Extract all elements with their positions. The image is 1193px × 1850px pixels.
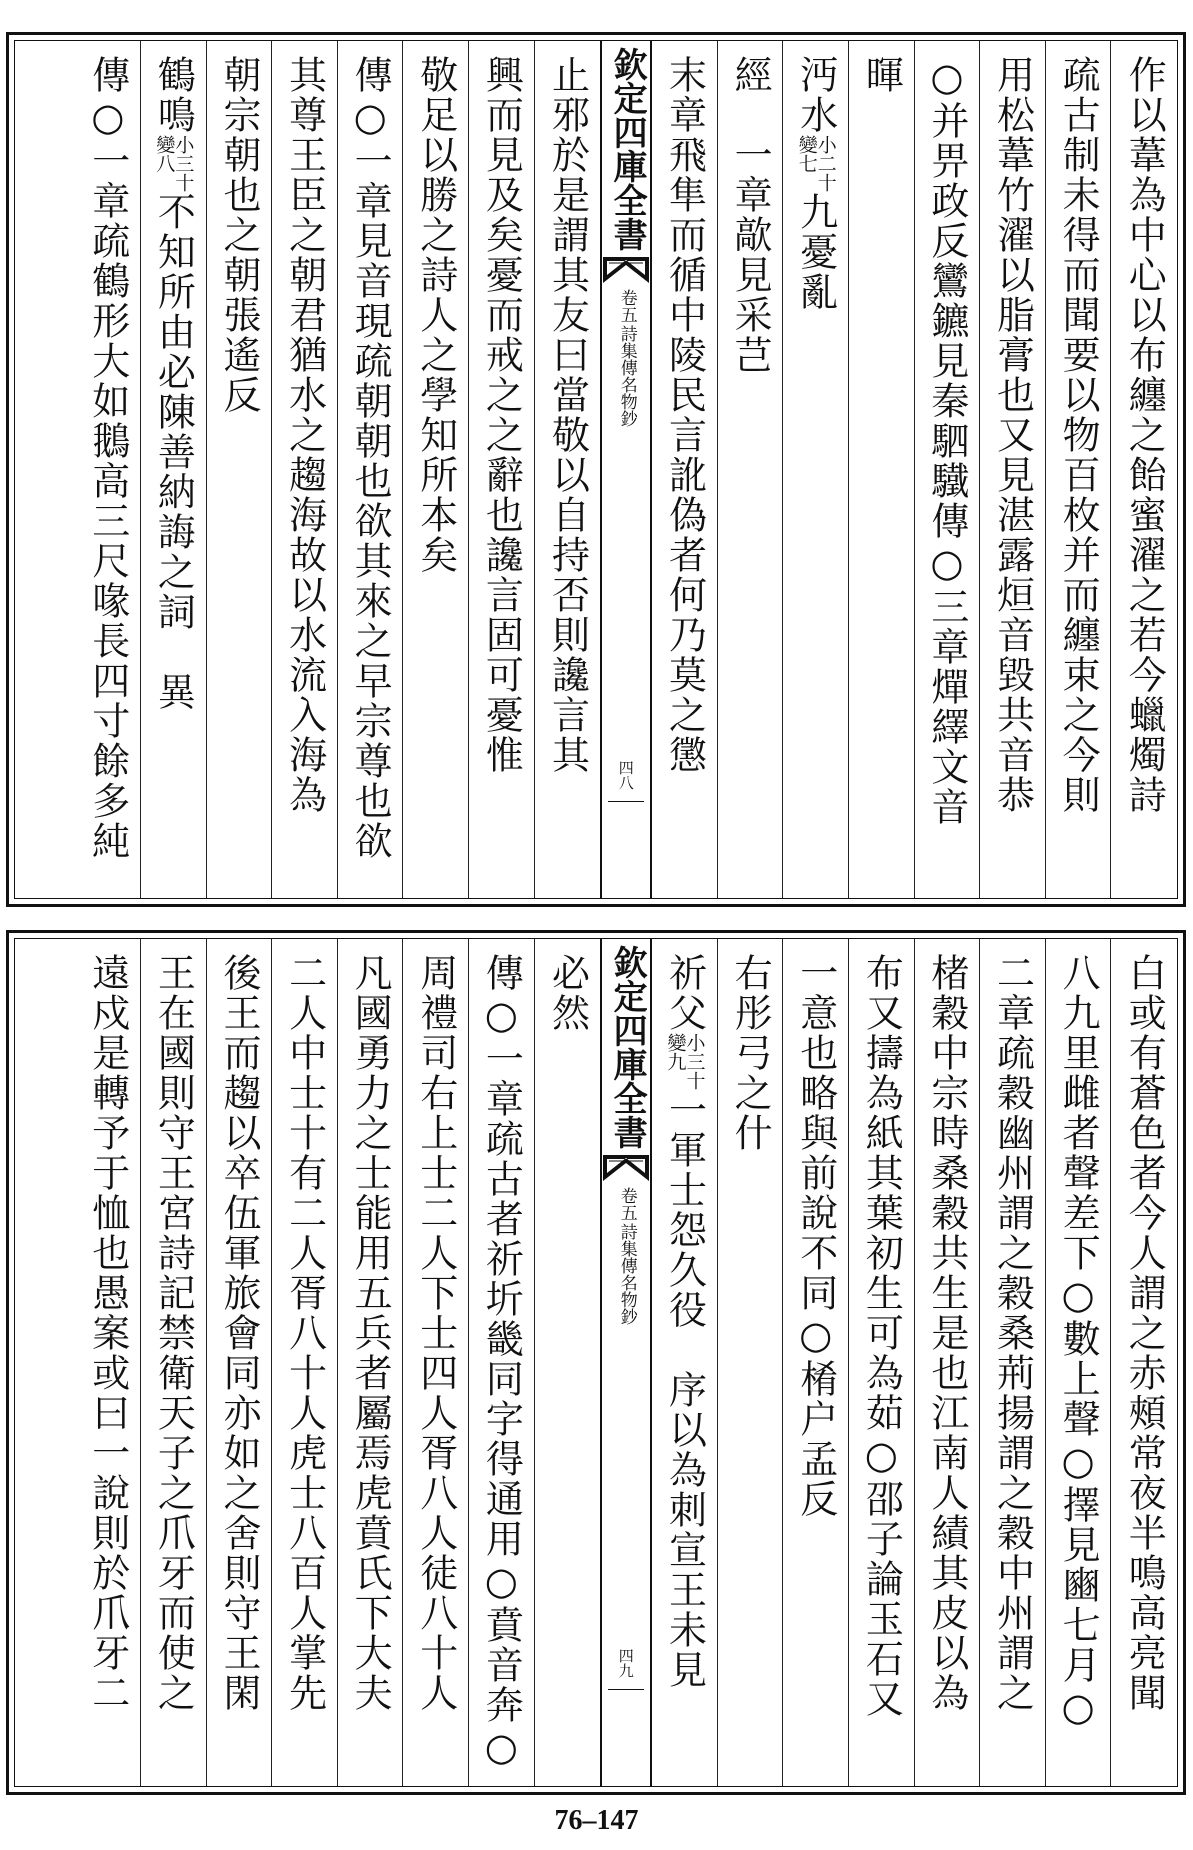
top-column-l1	[469, 41, 535, 898]
column-text: 敬足以勝之詩人之學知所本矣	[413, 55, 458, 575]
bottom-column-l1	[469, 939, 535, 1786]
interlinear-note	[666, 1033, 704, 1090]
column-text: 王在國則守王宮詩記禁衛天子之爪牙而使之	[151, 953, 196, 1713]
column-text: 經 一章歊見采芑	[728, 55, 773, 375]
note-left: 變九	[664, 1033, 687, 1071]
bottom-column-l4	[272, 939, 338, 1786]
column-text: 止邪於是謂其友曰當敬以自持否則讒言其	[545, 55, 590, 775]
column-text: 作以葦為中心以布纏之飴蜜濯之若今蠟燭詩	[1122, 55, 1167, 815]
column-text: 楮穀中宗時桑穀共生是也江南人績其皮以為	[924, 953, 969, 1713]
column-text: 用松葦竹濯以脂膏也又見湛露烜音毀共音恭	[990, 55, 1035, 815]
note-left: 變八	[153, 135, 176, 173]
top-column-r3	[915, 41, 981, 898]
column-text: 二人中士十有二人胥八十人虎士八百人掌先	[282, 953, 327, 1713]
bottom-page-columns	[14, 938, 1178, 1787]
poem-title: 祈父	[662, 953, 707, 1033]
column-text: 一軍士怨久役 序以為刺宣王未見	[662, 1090, 707, 1690]
book-title-volume	[618, 289, 635, 427]
note-right: 小二十	[814, 135, 837, 192]
column-text: 興而見及矣憂而戒之之辭也讒言固可憂惟	[479, 55, 524, 775]
bottom-column-r0	[1111, 939, 1177, 1786]
poem-title: 鶴鳴	[151, 55, 196, 135]
volume-number: 卷五	[616, 1187, 637, 1221]
top-column-l2	[403, 41, 469, 898]
bottom-column-r7	[652, 939, 718, 1786]
column-text: 其尊王臣之朝君猶水之趨海故以水流入海為	[282, 55, 327, 815]
column-text: 必然	[545, 953, 590, 1033]
column-text: 傳○一章疏鶴形大如鵝高三尺喙長四寸餘多純	[85, 55, 130, 861]
top-column-r5	[783, 41, 849, 898]
column-text: 暉	[859, 55, 904, 95]
library-title: 欽定四庫全書	[607, 945, 648, 1149]
column-text: 凡國勇力之士能用五兵者屬焉虎賁氏下大夫	[348, 953, 393, 1713]
fish-tail-mark-icon	[603, 1155, 649, 1181]
folio-number: 四九	[616, 1648, 635, 1678]
top-column-r2	[980, 41, 1046, 898]
column-text: 右彤弓之什	[728, 953, 773, 1153]
bottom-column-r2	[980, 939, 1046, 1786]
column-text: 不知所由必陳善納誨之詞 異	[151, 192, 196, 712]
center-fold-label	[600, 939, 652, 1786]
column-text: 一意也略與前說不同○㮁户孟反	[793, 953, 838, 1519]
folio-number: 四八	[616, 760, 635, 790]
column-text: 傳○一章疏古者祈圻畿同字得通用○賁音奔○	[479, 953, 524, 1771]
top-page	[6, 32, 1186, 907]
top-column-l5	[207, 41, 273, 898]
bottom-column-l5	[207, 939, 273, 1786]
top-column-r0	[1111, 41, 1177, 898]
bottom-page	[6, 930, 1186, 1795]
note-left: 變七	[795, 135, 818, 173]
column-text: 八九里雌者聲差下○數上聲○擇見豳七月○	[1056, 953, 1101, 1731]
top-column-l7	[76, 41, 142, 898]
note-right: 小三十	[683, 1033, 706, 1090]
fish-tail-mark-icon	[603, 257, 649, 283]
column-text: 傳○一章見音現疏朝朝也欲其來之早宗尊也欲	[348, 55, 393, 861]
column-text: 疏古制未得而聞要以物百枚并而纏束之今則	[1056, 55, 1101, 815]
column-text: ○并畀政反鸞鑣見秦駟驖傳○三章燀繹文音	[924, 55, 969, 827]
top-column-r1	[1046, 41, 1112, 898]
bottom-column-l3	[338, 939, 404, 1786]
top-column-r4	[849, 41, 915, 898]
column-text: 後王而趨以卒伍軍旅會同亦如之舍則守王閑	[216, 953, 261, 1713]
column-text: 二章疏穀幽州謂之穀桑荊揚謂之穀中州謂之	[990, 953, 1035, 1713]
column-text: 朝宗朝也之朝張遙反	[216, 55, 261, 415]
top-column-l6	[141, 41, 207, 898]
volume-number: 卷五	[616, 289, 637, 323]
library-title: 欽定四庫全書	[607, 47, 648, 251]
column-text: 九憂亂	[793, 192, 838, 312]
column-text: 布又擣為紙其葉初生可為茹○邵子論玉石又	[859, 953, 904, 1719]
poem-title: 沔水	[793, 55, 838, 135]
column-text: 末章飛隼而循中陵民言訛偽者何乃莫之懲	[662, 55, 707, 775]
book-title: 詩集傳名物鈔	[616, 325, 637, 427]
top-column-l3	[338, 41, 404, 898]
bottom-column-l7	[76, 939, 142, 1786]
top-page-columns	[14, 40, 1178, 899]
note-right: 小三十	[172, 135, 195, 192]
column-text: 遠戍是轉予于恤也愚案或曰一說則於爪牙二	[85, 953, 130, 1713]
bottom-column-l2	[403, 939, 469, 1786]
column-text: 周禮司右上士二人下士四人胥八人徒八十人	[413, 953, 458, 1713]
bottom-column-r3	[915, 939, 981, 1786]
bottom-column-l6	[141, 939, 207, 1786]
top-column-l0	[535, 41, 601, 898]
bottom-column-r6	[718, 939, 784, 1786]
bottom-column-r5	[783, 939, 849, 1786]
interlinear-note	[153, 135, 195, 192]
page-footer-id: 76–147	[554, 1805, 639, 1836]
book-title-volume	[618, 1187, 635, 1325]
interlinear-note	[797, 135, 835, 192]
bottom-column-r1	[1046, 939, 1112, 1786]
center-fold-label	[600, 41, 652, 898]
book-title: 詩集傳名物鈔	[616, 1223, 637, 1325]
column-text: 白或有蒼色者今人謂之赤頰常夜半鳴高亮聞	[1122, 953, 1167, 1713]
bottom-column-l0	[535, 939, 601, 1786]
bottom-column-r4	[849, 939, 915, 1786]
top-column-r6	[718, 41, 784, 898]
top-column-r7	[652, 41, 718, 898]
top-column-l4	[272, 41, 338, 898]
